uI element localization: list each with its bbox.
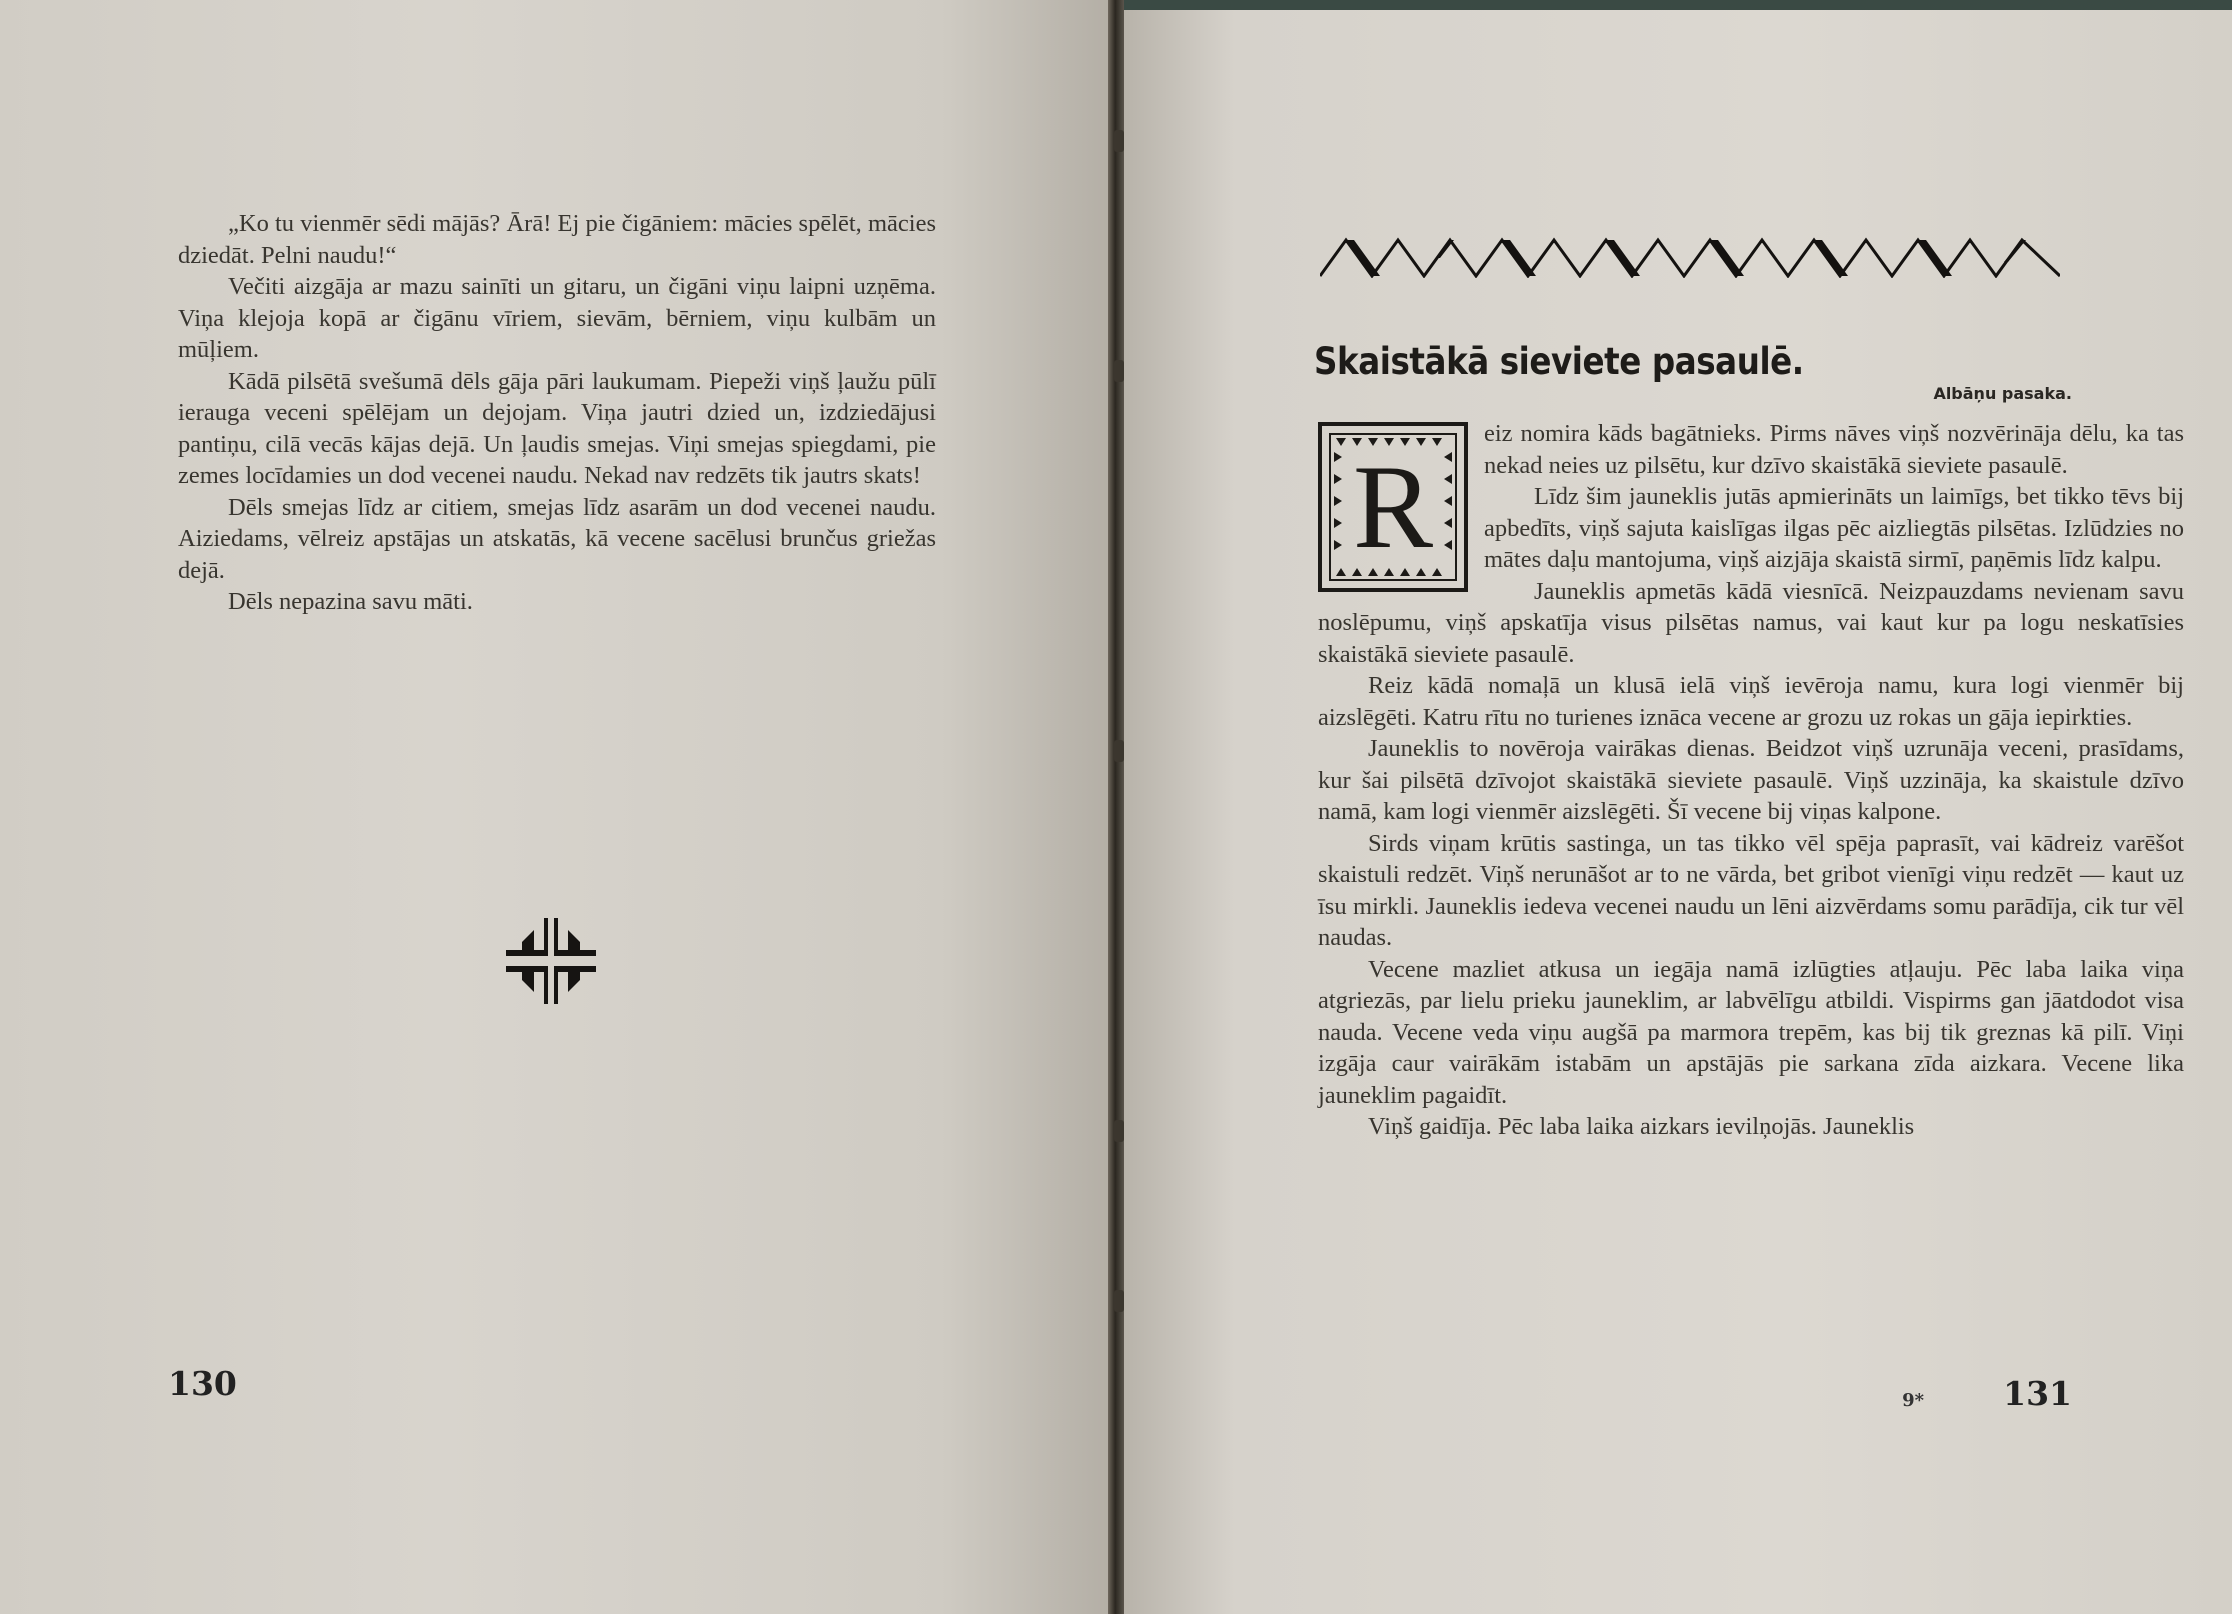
binding-stitch <box>1114 130 1124 152</box>
binding-stitch <box>1114 1120 1124 1142</box>
story-title: Skaistākā sieviete pasaulē. <box>1314 340 1804 383</box>
paragraph: Jauneklis apmetās kādā viesnīcā. Neizpauzdams nevienam savu noslēpumu, viņš apskatīja visus pilsētas namus, vai kaut kur pa logu neskatīsies skaistākā sieviete pasaulē. <box>1318 577 2184 668</box>
paragraph: Kādā pilsētā svešumā dēls gāja pāri laukumam. Piepeži viņš ļaužu pūlī ierauga veceni spēlējam un dejojam. Viņa jautri dzied un, izdziedājusi pantiņu, cilā vecās kājas dejā. Un ļaudis smejas. Viņi smejas spiegdami, pie zemes locīdamies un dod vecenei naudu. Nekad nav redzēts tik jautrs skats! <box>178 367 936 489</box>
story-subtitle: Albāņu pasaka. <box>1933 384 2072 403</box>
page-number: 130 <box>168 1364 237 1403</box>
book-gutter <box>1108 0 1124 1614</box>
signature-mark: 9* <box>1902 1390 1924 1411</box>
cross-ornament-icon <box>504 916 598 1006</box>
paragraph: Viņš gaidīja. Pēc laba laika aizkars ievilņojās. Jauneklis <box>1368 1113 1915 1140</box>
paragraph: Līdz šim jauneklis jutās apmierināts un laimīgs, bet tikko tēvs bij apbedīts, viņš sajuta kaislīgas ilgas pēc aizliegtās pilsētas. Izlūdzies no mātes daļu mantojuma, viņš aizjāja skaistā sirmī, paņēmis līdz kalpu. <box>1484 483 2184 573</box>
binding-stitch <box>1114 740 1124 762</box>
zigzag-ornament <box>1320 236 2060 278</box>
paragraph: eiz nomira kāds bagātnieks. Pirms nāves viņš nozvērināja dēlu, ka tas nekad neies uz pilsētu, kur dzīvo skaistākā sieviete pasaulē. <box>1484 420 2184 479</box>
right-page <box>1124 0 2232 1614</box>
left-page-text <box>178 208 936 618</box>
paragraph: Jauneklis to novēroja vairākas dienas. Beidzot viņš uzrunāja veceni, prasīdams, kur šai pilsētā dzīvojot skaistākā sieviete pasaulē. Viņš uzzināja, ka skaistule dzīvo namā, kam logi vienmēr aizslēgēti. Šī vecene bij viņas kalpone. <box>1318 735 2184 825</box>
paragraph: Dēls smejas līdz ar citiem, smejas līdz asarām un dod vecenei naudu. Aiziedams, vēlreiz apstājas un atskatās, kā vecene sacēlusi brunčus griežas dejā. <box>178 493 936 584</box>
paragraph: Reiz kādā nomaļā un klusā ielā viņš ievēroja namu, kura logi vienmēr bij aizslēgēti. Katru rītu no turienes iznāca vecene ar grozu uz rokas un gāja iepirkties. <box>1318 672 2184 731</box>
binding-stitch <box>1114 1290 1124 1312</box>
drop-cap-spacer <box>1318 418 1484 600</box>
paragraph: Sirds viņam krūtis sastinga, un tas tikko vēl spēja paprasīt, vai kādreiz varēšot skaistuli redzēt. Viņš nerunāšot ar to ne vārda, bet gribot vienīgi viņu redzēt — kaut uz īsu mirkli. Jauneklis iedeva vecenei naudu un lēni aizvērdams somu parādīja, cik tur vēl naudas. <box>1318 829 2184 951</box>
drop-cap-letter: R <box>1352 440 1434 573</box>
binding-stitch <box>1114 360 1124 382</box>
paragraph: Dēls nepazina savu māti. <box>228 588 473 615</box>
right-page-text <box>1318 418 2184 1143</box>
page-number: 131 <box>2003 1374 2072 1413</box>
paragraph: „Ko tu vienmēr sēdi mājās? Ārā! Ej pie čigāniem: mācies spēlēt, mācies dziedāt. Pelni naudu!“ <box>178 210 936 269</box>
left-page <box>0 0 1108 1614</box>
paragraph: Večiti aizgāja ar mazu sainīti un gitaru, un čigāni viņu laipni uzņēma. Viņa klejoja kopā ar čigānu vīriem, sievām, bērniem, viņu kulbām un mūļiem. <box>178 273 936 363</box>
paragraph: Vecene mazliet atkusa un iegāja namā izlūgties atļauju. Pēc laba laika viņa atgriezās, par lielu prieku jauneklim, ar labvēlīgu atbildi. Vispirms gan jāatdodot visa nauda. Vecene veda viņu augšā pa marmora trepēm, kas bij tik greznas kā pilī. Viņi izgāja caur vairākām istabām un apstājās pie sarkana zīda aizkara. Vecene lika jauneklim pagaidīt. <box>1318 955 2184 1109</box>
